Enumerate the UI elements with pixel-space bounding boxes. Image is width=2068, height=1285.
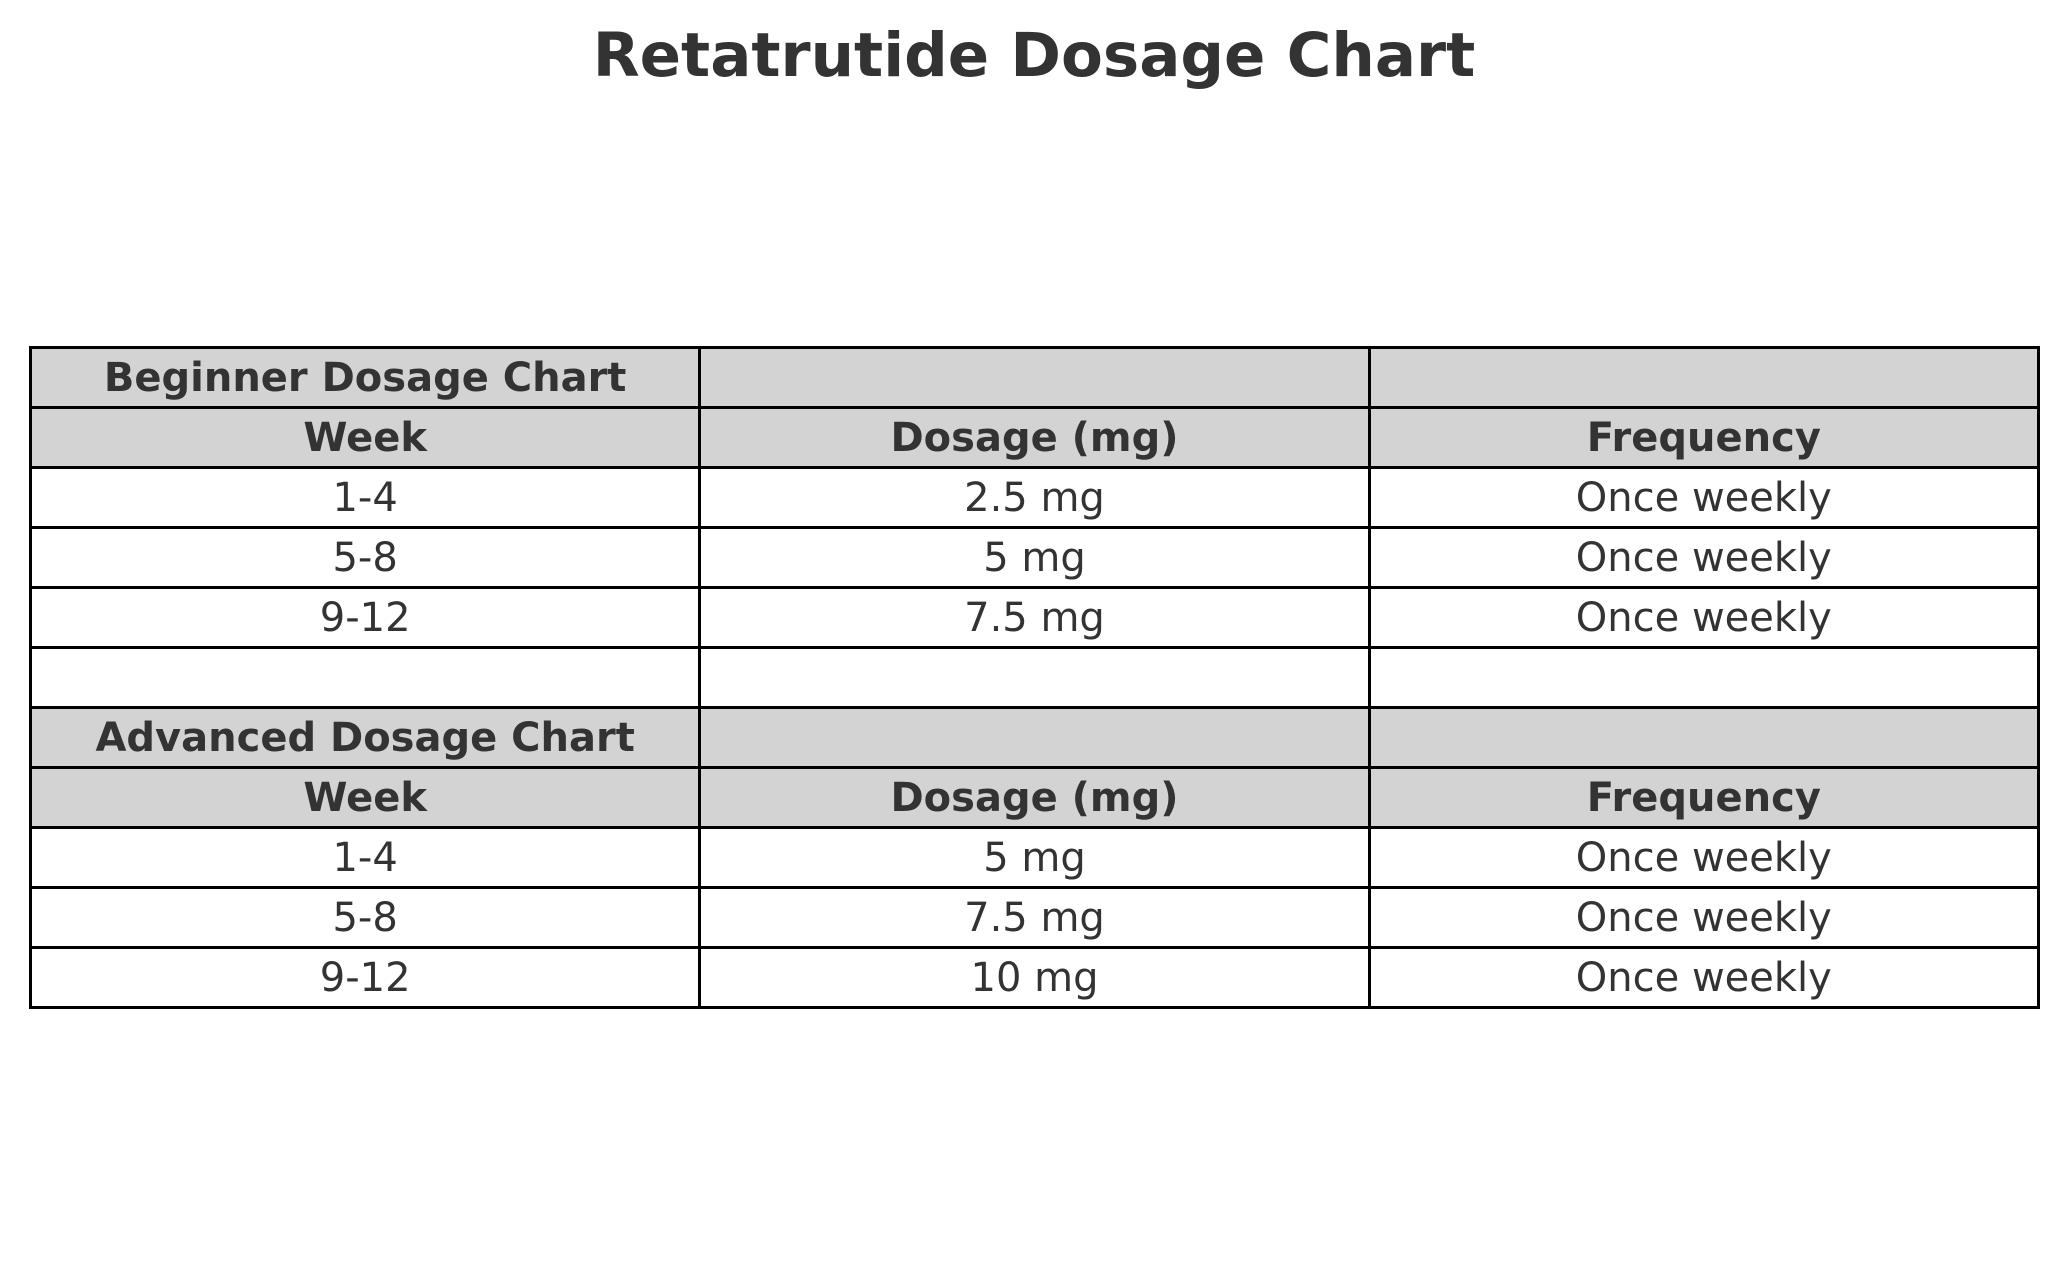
empty-cell xyxy=(31,648,700,708)
table-cell: Once weekly xyxy=(1369,828,2038,888)
column-header-cell: Dosage (mg) xyxy=(700,408,1369,468)
table-row xyxy=(31,888,2039,948)
table-row xyxy=(31,828,2039,888)
empty-heading-cell xyxy=(1369,348,2038,408)
column-header-cell: Dosage (mg) xyxy=(700,768,1369,828)
table-cell: 7.5 mg xyxy=(700,888,1369,948)
table-cell: 1-4 xyxy=(31,828,700,888)
table-row xyxy=(31,948,2039,1008)
table-cell: 1-4 xyxy=(31,468,700,528)
column-header-row xyxy=(31,408,2039,468)
table-cell: Once weekly xyxy=(1369,588,2038,648)
table-cell: Once weekly xyxy=(1369,528,2038,588)
table-row xyxy=(31,468,2039,528)
table-cell: 5 mg xyxy=(700,528,1369,588)
empty-cell xyxy=(700,648,1369,708)
table-row xyxy=(31,588,2039,648)
table-cell: 5-8 xyxy=(31,528,700,588)
table-cell: 10 mg xyxy=(700,948,1369,1008)
table-cell: 2.5 mg xyxy=(700,468,1369,528)
table-cell: 9-12 xyxy=(31,948,700,1008)
empty-heading-cell xyxy=(700,708,1369,768)
table-cell: 5-8 xyxy=(31,888,700,948)
section-heading-cell: Advanced Dosage Chart xyxy=(31,708,700,768)
empty-heading-cell xyxy=(700,348,1369,408)
column-header-cell: Frequency xyxy=(1369,768,2038,828)
empty-cell xyxy=(1369,648,2038,708)
chart-title: Retatrutide Dosage Chart xyxy=(592,20,1476,91)
table-cell: 7.5 mg xyxy=(700,588,1369,648)
dosage-table xyxy=(29,346,2040,1009)
table-cell: Once weekly xyxy=(1369,948,2038,1008)
dosage-table-body xyxy=(31,348,2039,1008)
table-cell: 9-12 xyxy=(31,588,700,648)
section-heading-cell: Beginner Dosage Chart xyxy=(31,348,700,408)
column-header-cell: Week xyxy=(31,768,700,828)
column-header-cell: Week xyxy=(31,408,700,468)
section-heading-row xyxy=(31,348,2039,408)
table-cell: Once weekly xyxy=(1369,468,2038,528)
column-header-row xyxy=(31,768,2039,828)
empty-heading-cell xyxy=(1369,708,2038,768)
section-heading-row xyxy=(31,708,2039,768)
table-cell: 5 mg xyxy=(700,828,1369,888)
column-header-cell: Frequency xyxy=(1369,408,2038,468)
spacer-row xyxy=(31,648,2039,708)
table-cell: Once weekly xyxy=(1369,888,2038,948)
table-row xyxy=(31,528,2039,588)
